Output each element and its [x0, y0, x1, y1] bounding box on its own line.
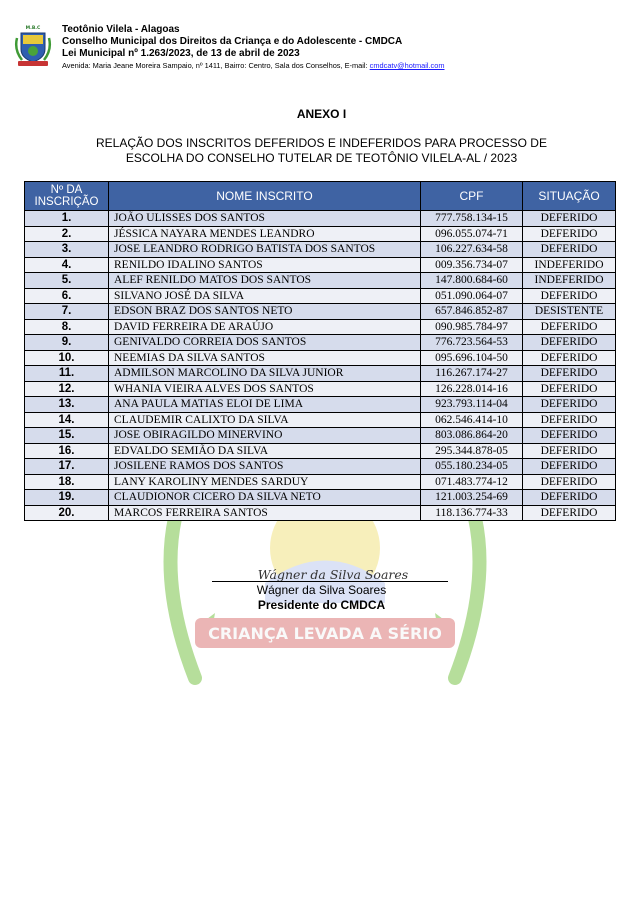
row-cpf: 923.793.114-04 — [421, 397, 523, 413]
document-subtitle — [60, 136, 583, 165]
row-status: DEFERIDO — [523, 381, 616, 397]
row-name: LANY KAROLINY MENDES SARDUY — [109, 474, 421, 490]
row-cpf: 051.090.064-07 — [421, 288, 523, 304]
row-status: DEFERIDO — [523, 505, 616, 521]
handwritten-signature — [222, 566, 444, 582]
row-status: DEFERIDO — [523, 428, 616, 444]
row-name: JOSE OBIRAGILDO MINERVINO — [109, 428, 421, 444]
row-status: DEFERIDO — [523, 490, 616, 506]
table-row — [25, 211, 616, 227]
row-name: ADMILSON MARCOLINO DA SILVA JUNIOR — [109, 366, 421, 382]
signature-script: Wágner da Silva Soares — [257, 567, 409, 582]
row-name: NEEMIAS DA SILVA SANTOS — [109, 350, 421, 366]
annex-title: ANEXO I — [296, 107, 347, 121]
row-status: DEFERIDO — [523, 319, 616, 335]
row-name: JOSILENE RAMOS DOS SANTOS — [109, 459, 421, 475]
signatory-name: Wágner da Silva Soares — [256, 583, 387, 597]
row-number: 8. — [25, 319, 109, 335]
table-row — [25, 366, 616, 382]
row-cpf: 106.227.634-58 — [421, 242, 523, 258]
subtitle-line-1: RELAÇÃO DOS INSCRITOS DEFERIDOS E INDEFERIDOS PARA PROCESSO DE — [96, 136, 547, 150]
row-number: 20. — [25, 505, 109, 521]
row-status: INDEFERIDO — [523, 273, 616, 289]
row-status: DEFERIDO — [523, 474, 616, 490]
row-name: WHANIA VIEIRA ALVES DOS SANTOS — [109, 381, 421, 397]
row-cpf: 777.758.134-15 — [421, 211, 523, 227]
row-cpf: 147.800.684-60 — [421, 273, 523, 289]
header-address-line — [62, 60, 445, 71]
row-status: DEFERIDO — [523, 366, 616, 382]
row-status: DEFERIDO — [523, 397, 616, 413]
row-status: DEFERIDO — [523, 211, 616, 227]
row-status: DEFERIDO — [523, 335, 616, 351]
row-cpf: 295.344.878-05 — [421, 443, 523, 459]
row-cpf: 776.723.564-53 — [421, 335, 523, 351]
row-name: CLAUDIONOR CICERO DA SILVA NETO — [109, 490, 421, 506]
table-row — [25, 474, 616, 490]
column-header-name: NOME INSCRITO — [109, 182, 421, 211]
column-header-number-line-1: Nº DA — [50, 184, 83, 196]
row-number: 15. — [25, 428, 109, 444]
row-number: 6. — [25, 288, 109, 304]
row-number: 19. — [25, 490, 109, 506]
row-number: 7. — [25, 304, 109, 320]
row-status: DEFERIDO — [523, 350, 616, 366]
row-number: 14. — [25, 412, 109, 428]
row-number: 9. — [25, 335, 109, 351]
row-name: CLAUDEMIR CALIXTO DA SILVA — [109, 412, 421, 428]
row-cpf: 009.356.734-07 — [421, 257, 523, 273]
table-row — [25, 319, 616, 335]
row-cpf: 062.546.414-10 — [421, 412, 523, 428]
row-name: EDSON BRAZ DOS SANTOS NETO — [109, 304, 421, 320]
row-number: 10. — [25, 350, 109, 366]
header-council: Conselho Municipal dos Direitos da Criança e do Adolescente - CMDCA — [62, 36, 403, 47]
row-cpf: 055.180.234-05 — [421, 459, 523, 475]
row-status: DEFERIDO — [523, 226, 616, 242]
table-row — [25, 397, 616, 413]
row-number: 3. — [25, 242, 109, 258]
row-name: MARCOS FERREIRA SANTOS — [109, 505, 421, 521]
row-cpf: 096.055.074-71 — [421, 226, 523, 242]
row-cpf: 126.228.014-16 — [421, 381, 523, 397]
candidates-table — [24, 181, 616, 521]
table-row — [25, 459, 616, 475]
column-header-number — [25, 182, 109, 211]
row-name: ANA PAULA MATIAS ELOI DE LIMA — [109, 397, 421, 413]
table-row — [25, 335, 616, 351]
crest-letters: M.B.C — [25, 26, 41, 31]
row-status: DEFERIDO — [523, 412, 616, 428]
row-name: ALEF RENILDO MATOS DOS SANTOS — [109, 273, 421, 289]
column-header-status: SITUAÇÃO — [523, 182, 616, 211]
row-cpf: 118.136.774-33 — [421, 505, 523, 521]
row-number: 11. — [25, 366, 109, 382]
subtitle-line-2: ESCOLHA DO CONSELHO TUTELAR DE TEOTÔNIO VILELA-AL / 2023 — [125, 150, 518, 165]
header-law: Lei Municipal nº 1.263/2023, de 13 de abril de 2023 — [62, 48, 300, 59]
row-name: JÉSSICA NAYARA MENDES LEANDRO — [109, 226, 421, 242]
row-name: RENILDO IDALINO SANTOS — [109, 257, 421, 273]
header-city: Teotônio Vilela - Alagoas — [62, 24, 180, 35]
row-cpf: 090.985.784-97 — [421, 319, 523, 335]
row-cpf: 071.483.774-12 — [421, 474, 523, 490]
row-name: JOSE LEANDRO RODRIGO BATISTA DOS SANTOS — [109, 242, 421, 258]
table-row — [25, 428, 616, 444]
watermark-motto: CRIANÇA LEVADA A SÉRIO — [208, 624, 442, 643]
signature-line — [212, 581, 448, 582]
signatory-role: Presidente do CMDCA — [257, 598, 386, 612]
header-email-link[interactable]: cmdcatv@hotmail.com — [369, 61, 445, 70]
column-header-cpf: CPF — [421, 182, 523, 211]
table-row — [25, 288, 616, 304]
table-row — [25, 273, 616, 289]
row-name: JOÃO ULISSES DOS SANTOS — [109, 211, 421, 227]
row-number: 2. — [25, 226, 109, 242]
row-number: 4. — [25, 257, 109, 273]
row-name: DAVID FERREIRA DE ARAÚJO — [109, 319, 421, 335]
table-row — [25, 490, 616, 506]
row-number: 17. — [25, 459, 109, 475]
column-header-number-line-2: INSCRIÇÃO — [34, 196, 99, 208]
row-number: 18. — [25, 474, 109, 490]
table-row — [25, 443, 616, 459]
table-header-row — [25, 182, 616, 211]
table-row — [25, 257, 616, 273]
row-status: DEFERIDO — [523, 288, 616, 304]
table-row — [25, 381, 616, 397]
table-row — [25, 412, 616, 428]
table-row — [25, 226, 616, 242]
table-row — [25, 304, 616, 320]
header-address: Avenida: Maria Jeane Moreira Sampaio, nº 1411, Bairro: Centro, Sala dos Conselhos, E-mail: — [62, 61, 370, 70]
row-status: INDEFERIDO — [523, 257, 616, 273]
row-cpf: 121.003.254-69 — [421, 490, 523, 506]
row-number: 1. — [25, 211, 109, 227]
letterhead — [14, 24, 614, 74]
row-status: DESISTENTE — [523, 304, 616, 320]
table-body — [25, 211, 616, 521]
row-cpf: 116.267.174-27 — [421, 366, 523, 382]
row-name: SILVANO JOSÉ DA SILVA — [109, 288, 421, 304]
row-name: EDVALDO SEMIÃO DA SILVA — [109, 443, 421, 459]
row-number: 16. — [25, 443, 109, 459]
row-name: GENIVALDO CORREIA DOS SANTOS — [109, 335, 421, 351]
row-number: 5. — [25, 273, 109, 289]
row-status: DEFERIDO — [523, 443, 616, 459]
row-number: 13. — [25, 397, 109, 413]
row-cpf: 803.086.864-20 — [421, 428, 523, 444]
row-status: DEFERIDO — [523, 459, 616, 475]
row-cpf: 095.696.104-50 — [421, 350, 523, 366]
row-cpf: 657.846.852-87 — [421, 304, 523, 320]
table-row — [25, 350, 616, 366]
table-row — [25, 242, 616, 258]
table-row — [25, 505, 616, 521]
municipal-crest-icon — [14, 24, 52, 68]
row-status: DEFERIDO — [523, 242, 616, 258]
row-number: 12. — [25, 381, 109, 397]
